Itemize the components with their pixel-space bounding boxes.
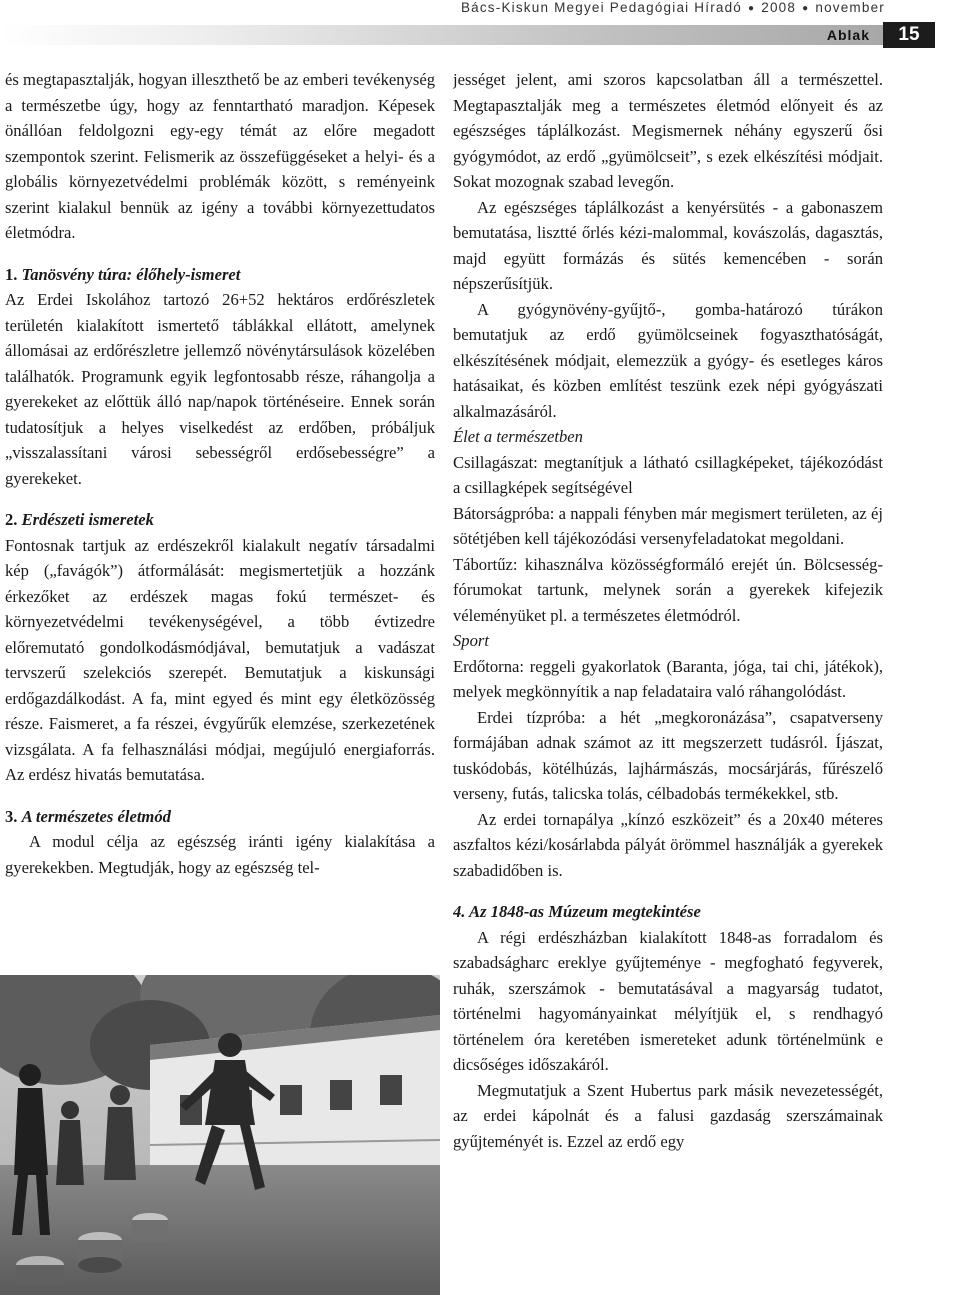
heading-number: 1. [5, 264, 18, 284]
page-number: 15 [883, 22, 935, 48]
heading-tanosveny [5, 262, 435, 288]
paragraph-museum: A régi erdészházban kialakított 1848-as forradalom és szabadságharc ereklye gyűjteménye - megfogható fegyverek, ruhák, szerszámok - bemutatásával a magyarság tudatot, történelmi hagyományainkat mélyítjük el, s rendhagyó történelem óra keretében ismereteket adunk történelmünk e dicsőséges időszakáról. [453, 927, 883, 1074]
heading-title: Erdészeti ismeretek [21, 510, 154, 529]
photo-children-jumping-on-logs [0, 975, 440, 1295]
subheading-nature: Élet a természetben [453, 427, 583, 446]
heading-number: 2. [5, 510, 18, 529]
publication-year: 2008 [761, 0, 797, 15]
paragraph-continuation: jességet jelent, ami szoros kapcsolatban áll a természettel. Megtapasztalják meg a természetes életmód előnyeit és az egészséges táplálkozást. Megismernek néhány egyszerű ősi gyógymódot, az erdő „gyümölcseit”, s ezek elkészítési módjait. Sokat mozognak szabad levegőn. [453, 70, 883, 191]
paragraph-tanosveny: Az Erdei Iskolához tartozó 26+52 hektáros erdőrészletek területén kialakított ismertető táblákkal ellátott, amelynek állomásai az erdőrészletre jellemző növénytársulások közelében találhatók. Programunk egyik legfontosabb része, ráhangolja a gyerekeket az előttük álló nap/napok történéseire. Ennek során tudatosítjuk a helyes viselkedést az erdőben, próbáljuk „visszalassítani városi sebességről erdősebességre” a gyerekeket. [5, 290, 435, 488]
header-ribbon [0, 25, 883, 45]
paragraph-intro: és megtapasztalják, hogyan illeszthető be az emberi tevékenység a természetbe úgy, hogy az fenntartható maradjon. Képesek önállóan feldolgozni egy-egy témát az előre megadott szempontok szerint. Felismerik az összefüggéseket a helyi- és a globális környezetvédelmi problémák között, s reményeink szerint kialakul bennük az igény a további környezettudatos életmódra. [5, 70, 435, 242]
paragraph-hubertus: Megmutatjuk a Szent Hubertus park másik nevezetességét, az erdei kápolnát és a falusi gazdaság szerszámainak gyűjteményét is. Ezzel az erdő egy [453, 1080, 883, 1151]
heading-number: 3. [5, 806, 18, 826]
paragraph-astronomy: Csillagászat: megtanítjuk a látható csillagképeket, tájékozódást a csillagképek segítségével [453, 452, 883, 497]
publication-title: Bács-Kiskun Megyei Pedagógiai Híradó [460, 0, 743, 15]
paragraph-erdeszeti: Fontosnak tartjuk az erdészekről kialakult negatív társadalmi kép („favágók”) átformálását: megismertetjük a hozzánk érkezőket az erdészek magas fokú természet- és környezetvédelmi tevékenységével, a több évtizedre előremutató gondolkodásmódjával, bemutatjuk a vadászat tervszerű szelekciós szerepét. Bemutatjuk a kiskunsági erdőgazdálkodást. A fa, mint egyed és mint egy életközösség része. Faismeret, a fa részei, évgyűrűk elemzése, szerkezetének vizsgálata. A fa felhasználási módjai, megújuló energiaforrás. Az erdész hivatás bemutatása. [5, 535, 435, 784]
heading-title: Tanösvény túra: élőhely-ismeret [21, 264, 241, 284]
photo-illustration [0, 975, 440, 1295]
bullet-separator: ● [802, 3, 810, 14]
paragraph-courage: Bátorságpróba: a nappali fényben már megismert területen, az éj sötétjében kell tájékozódási versenyfeladatokat megoldani. [453, 503, 883, 548]
paragraph-campfire: Tábortűz: kihasználva közösségformáló erejét ún. Bölcsesség-fórumokat tartunk, melynek során a gyerekek kifejezik véleményüket pl. a természetes életmódról. [453, 554, 883, 625]
bullet-separator: ● [748, 3, 756, 14]
paragraph-trial: Erdei tízpróba: a hét „megkoronázása”, csapatverseny formájában adnak számot az itt megszerzett tudásról. Íjászat, tuskódobás, kötélhúzás, lajhármászás, mocsárjárás, fűrészelő verseny, futás, talicska tolás, célbadobás termékekkel, stb. [453, 707, 883, 803]
paragraph-gymnastics: Erdőtorna: reggeli gyakorlatok (Baranta, jóga, tai chi, játékok), melyek megkönnyítik a nap feladataira való ráhangolódást. [453, 656, 883, 701]
heading-eletmod [5, 804, 435, 830]
paragraph-track: Az erdei tornapálya „kínzó eszközeit” és a 20x40 méteres aszfaltos kézi/kosárlabda pályát örömmel használják a gyerekek szabadidőben is. [453, 809, 883, 880]
section-label: Ablak [826, 27, 870, 43]
heading-erdeszeti [5, 507, 435, 533]
paragraph-bread: Az egészséges táplálkozást a kenyérsütés - a gabonaszem bemutatása, lisztté őrlés kézi-malommal, kovászolás, dagasztás, majd együtt formázás és sütés kemencében - során népszerűsítjük. [453, 197, 883, 293]
heading-title: A természetes életmód [21, 806, 171, 826]
right-column [453, 67, 883, 1295]
left-column [5, 67, 435, 962]
subheading-sport: Sport [453, 631, 489, 650]
heading-museum: 4. Az 1848-as Múzeum megtekintése [453, 902, 701, 921]
publication-month: november [815, 0, 885, 15]
paragraph-herbs: A gyógynövény-gyűjtő-, gomba-határozó túrákon bemutatjuk az erdő gyümölcseinek fogyaszthatóságát, elkészítésének módjait, elemezzük a gyógy- és esetleges káros hatásaikat, és közben említést teszünk ezek népi gyógyászati alkalmazásáról. [453, 299, 883, 421]
paragraph-eletmod: A modul célja az egészség iránti igény kialakítása a gyerekekben. Megtudják, hogy az egészség tel- [5, 832, 435, 877]
publication-masthead [460, 0, 885, 22]
